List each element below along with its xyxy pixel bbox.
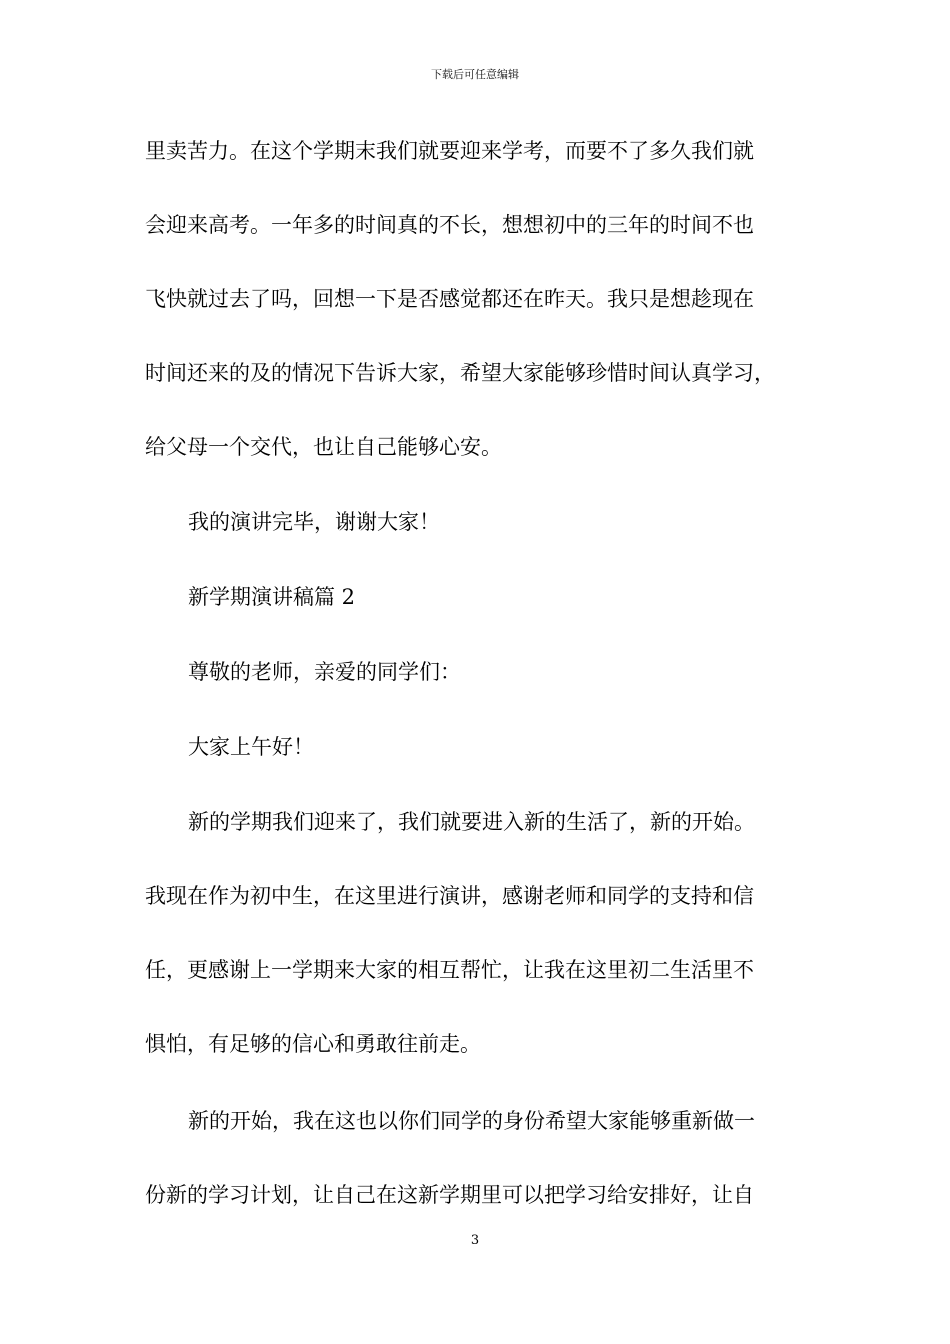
paragraph-2-line-1: 新的开始，我在这也以你们同学的身份希望大家能够重新做一 <box>188 1109 755 1133</box>
section-title: 新学期演讲稿篇 2 <box>188 585 356 609</box>
salutation-line: 尊敬的老师，亲爱的同学们： <box>188 660 461 684</box>
page-header-note: 下载后可任意编辑 <box>431 68 519 81</box>
page-number: 3 <box>470 1233 480 1248</box>
body-line-1: 里卖苦力。在这个学期末我们就要迎来学考，而要不了多久我们就 <box>145 139 754 163</box>
greeting-line: 大家上午好！ <box>188 735 314 759</box>
body-line-2: 会迎来高考。一年多的时间真的不长，想想初中的三年的时间不也 <box>145 213 754 237</box>
paragraph-1-line-3: 任，更感谢上一学期来大家的相互帮忙，让我在这里初二生活里不 <box>145 958 754 982</box>
body-line-5: 给父母一个交代，也让自己能够心安。 <box>145 435 502 459</box>
paragraph-1-line-2: 我现在作为初中生，在这里进行演讲，感谢老师和同学的支持和信 <box>145 884 754 908</box>
closing-line: 我的演讲完毕，谢谢大家！ <box>188 510 440 534</box>
paragraph-1-line-4: 惧怕，有足够的信心和勇敢往前走。 <box>145 1032 481 1056</box>
paragraph-2-line-2: 份新的学习计划，让自己在这新学期里可以把学习给安排好，让自 <box>145 1183 754 1207</box>
body-line-3: 飞快就过去了吗，回想一下是否感觉都还在昨天。我只是想趁现在 <box>145 287 754 311</box>
body-line-4: 时间还来的及的情况下告诉大家，希望大家能够珍惜时间认真学习， <box>145 361 775 385</box>
paragraph-1-line-1: 新的学期我们迎来了，我们就要进入新的生活了，新的开始。 <box>188 810 755 834</box>
